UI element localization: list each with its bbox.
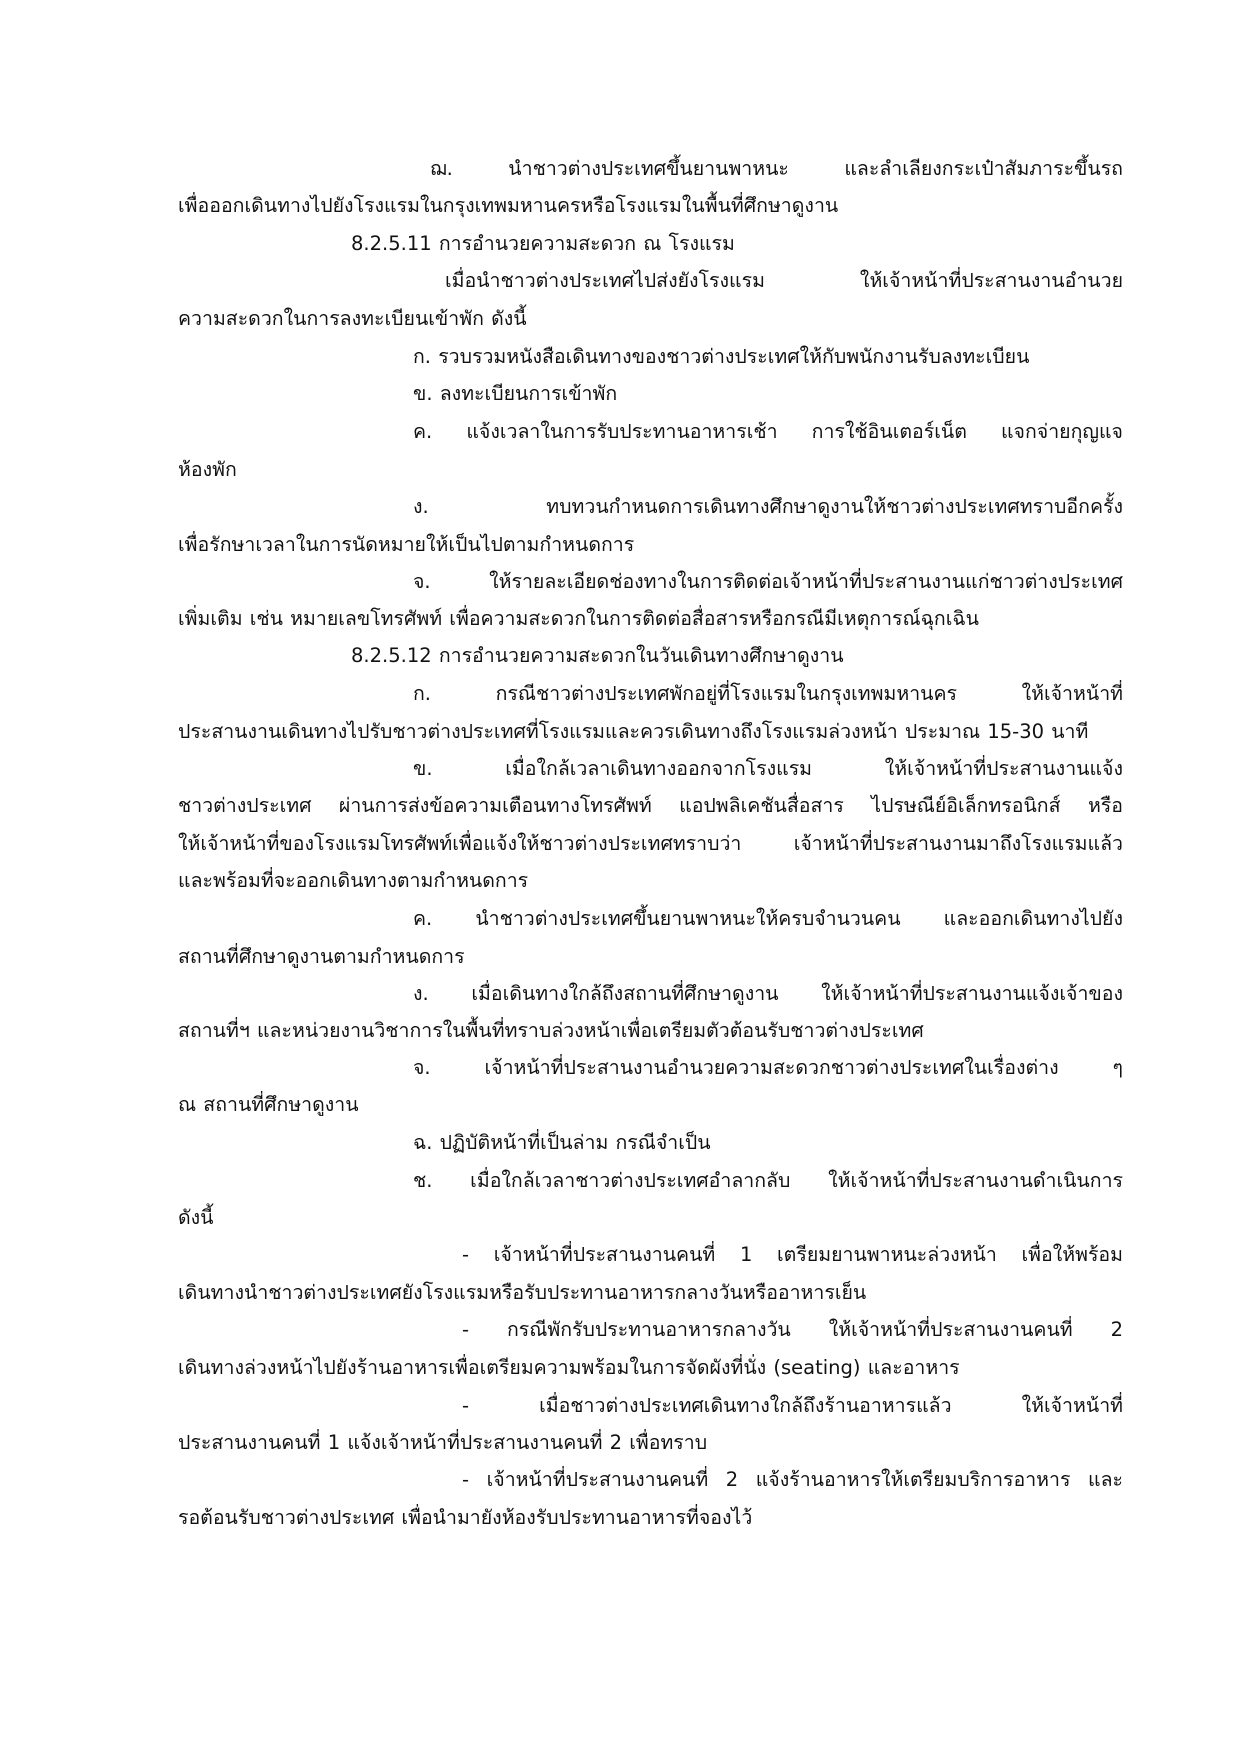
paragraph-line: เดินทางนำชาวต่างประเทศยังโรงแรมหรือรับประทานอาหารกลางวันหรืออาหารเย็น [178,1281,867,1304]
list-item: ค. นำชาวต่างประเทศขึ้นยานพาหนะให้ครบจำนวนคน และออกเดินทางไปยัง [413,907,1123,930]
bullet-item: - เมื่อชาวต่างประเทศเดินทางใกล้ถึงร้านอาหารแล้ว ให้เจ้าหน้าที่ [462,1394,1123,1417]
paragraph-line: เพื่อรักษาเวลาในการนัดหมายให้เป็นไปตามกำหนดการ [178,533,635,556]
paragraph-line: เดินทางล่วงหน้าไปยังร้านอาหารเพื่อเตรียมความพร้อมในการจัดผังที่นั่ง (seating) และอาหาร [178,1356,960,1379]
paragraph-line: ความสะดวกในการลงทะเบียนเข้าพัก ดังนี้ [178,307,527,330]
paragraph-line: ฌ. นำชาวต่างประเทศขึ้นยานพาหนะ และลำเลียงกระเป๋าสัมภาระขึ้นรถ [430,157,1123,180]
list-item: ช. เมื่อใกล้เวลาชาวต่างประเทศอำลากลับ ให้เจ้าหน้าที่ประสานงานดำเนินการ [413,1169,1123,1192]
bullet-item: - กรณีพักรับประทานอาหารกลางวัน ให้เจ้าหน้าที่ประสานงานคนที่ 2 [462,1318,1123,1341]
paragraph-line: ห้องพัก [178,458,237,481]
bullet-item: - เจ้าหน้าที่ประสานงานคนที่ 1 เตรียมยานพาหนะล่วงหน้า เพื่อให้พร้อม [462,1243,1123,1266]
paragraph-line: และพร้อมที่จะออกเดินทางตามกำหนดการ [178,869,529,892]
paragraph-line: ให้เจ้าหน้าที่ของโรงแรมโทรศัพท์เพื่อแจ้งให้ชาวต่างประเทศทราบว่า เจ้าหน้าที่ประสานงานมาถึงโรงแรมแล้ว [178,832,1123,855]
list-item: ก. กรณีชาวต่างประเทศพักอยู่ที่โรงแรมในกรุงเทพมหานคร ให้เจ้าหน้าที่ [413,682,1123,705]
list-item: ง. เมื่อเดินทางใกล้ถึงสถานที่ศึกษาดูงาน ให้เจ้าหน้าที่ประสานงานแจ้งเจ้าของ [413,982,1123,1005]
paragraph-line: ณ สถานที่ศึกษาดูงาน [178,1093,359,1116]
list-item: ข. ลงทะเบียนการเข้าพัก [413,382,618,405]
list-item: จ. ให้รายละเอียดช่องทางในการติดต่อเจ้าหน้าที่ประสานงานแก่ชาวต่างประเทศ [413,570,1123,593]
paragraph-line: ชาวต่างประเทศ ผ่านการส่งข้อความเตือนทางโทรศัพท์ แอปพลิเคชันสื่อสาร ไปรษณีย์อิเล็กทรอนิกส์ หรือ [178,794,1123,817]
list-item: ค. แจ้งเวลาในการรับประทานอาหารเช้า การใช้อินเตอร์เน็ต แจกจ่ายกุญแจ [413,420,1123,443]
bullet-item: - เจ้าหน้าที่ประสานงานคนที่ 2 แจ้งร้านอาหารให้เตรียมบริการอาหาร และ [462,1468,1123,1491]
list-item: ข. เมื่อใกล้เวลาเดินทางออกจากโรงแรม ให้เจ้าหน้าที่ประสานงานแจ้ง [413,757,1123,780]
paragraph-line: เพื่อออกเดินทางไปยังโรงแรมในกรุงเทพมหานครหรือโรงแรมในพื้นที่ศึกษาดูงาน [178,194,839,217]
list-item: ก. รวบรวมหนังสือเดินทางของชาวต่างประเทศให้กับพนักงานรับลงทะเบียน [413,345,1030,368]
paragraph-line: เมื่อนำชาวต่างประเทศไปส่งยังโรงแรม ให้เจ้าหน้าที่ประสานงานอำนวย [445,269,1123,292]
list-item: จ. เจ้าหน้าที่ประสานงานอำนวยความสะดวกชาวต่างประเทศในเรื่องต่าง ๆ [413,1056,1123,1079]
paragraph-line: รอต้อนรับชาวต่างประเทศ เพื่อนำมายังห้องรับประทานอาหารที่จองไว้ [178,1506,753,1529]
section-heading: 8.2.5.11 การอำนวยความสะดวก ณ โรงแรม [351,232,735,255]
paragraph-line: สถานที่ฯ และหน่วยงานวิชาการในพื้นที่ทราบล่วงหน้าเพื่อเตรียมตัวต้อนรับชาวต่างประเทศ [178,1019,924,1042]
list-item: ง. ทบทวนกำหนดการเดินทางศึกษาดูงานให้ชาวต่างประเทศทราบอีกครั้ง [413,495,1123,518]
list-item: ฉ. ปฏิบัติหน้าที่เป็นล่าม กรณีจำเป็น [413,1131,711,1154]
paragraph-line: ดังนี้ [178,1206,214,1229]
paragraph-line: สถานที่ศึกษาดูงานตามกำหนดการ [178,945,465,968]
paragraph-line: เพิ่มเติม เช่น หมายเลขโทรศัพท์ เพื่อความสะดวกในการติดต่อสื่อสารหรือกรณีมีเหตุการณ์ฉุกเฉิน [178,607,979,630]
section-heading: 8.2.5.12 การอำนวยความสะดวกในวันเดินทางศึกษาดูงาน [351,644,844,667]
paragraph-line: ประสานงานเดินทางไปรับชาวต่างประเทศที่โรงแรมและควรเดินทางถึงโรงแรมล่วงหน้า ประมาณ 15-30 นาที [178,720,1089,743]
paragraph-line: ประสานงานคนที่ 1 แจ้งเจ้าหน้าที่ประสานงานคนที่ 2 เพื่อทราบ [178,1431,708,1454]
